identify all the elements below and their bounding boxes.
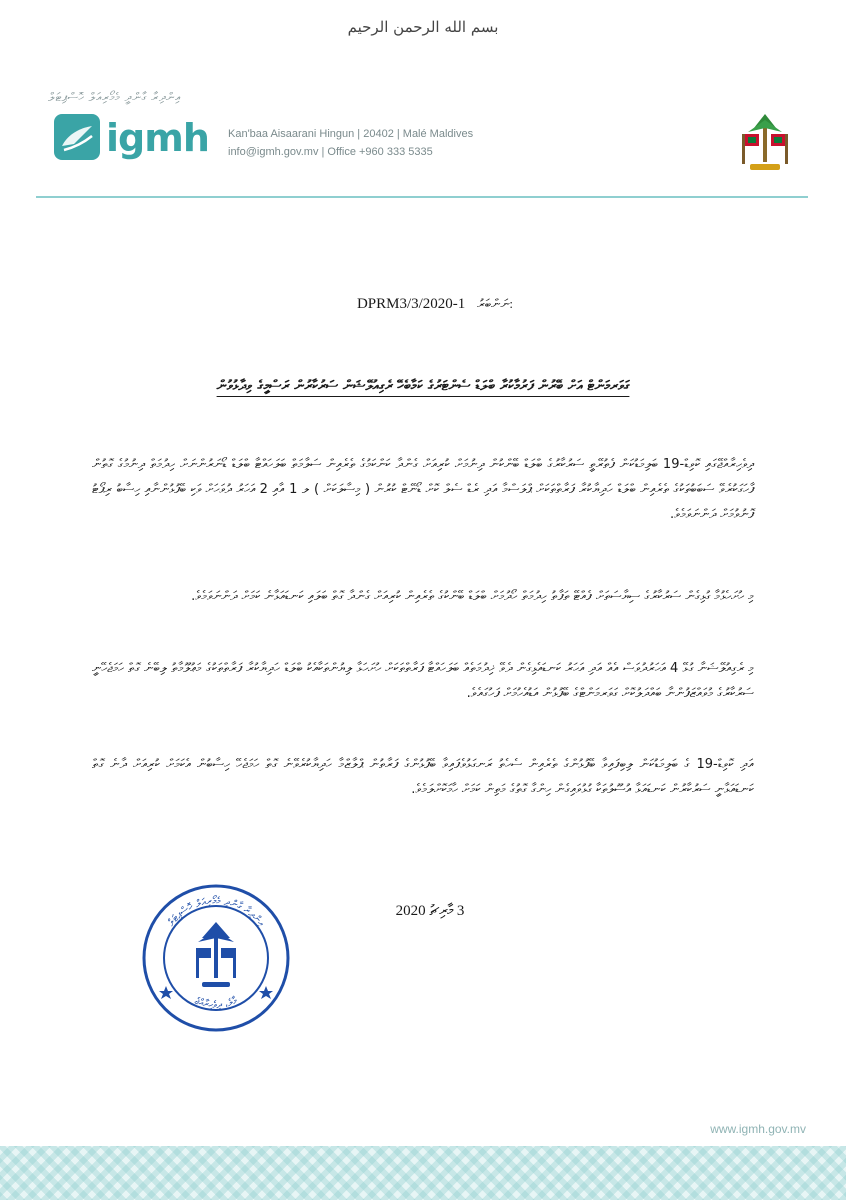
body-paragraph-3: މި ރެގިއުލޭޝަނާ ގުޅޭ 4 އަހަރުދުވަސް އެއް އަދި އަހަރު ކަނޑައެޅިގެން ދެވޭ ޚިދުމަތެއް ބަލަހައްޓާ ފަރާތްތަކަށް ހުށަހަޅާ ލިޔުންތަކާއެކު ބްލަޑް ހަދިޔާކުރާ ފަރާތްތަކުގެ މަޢުލޫމާތު ލިބޭނެ ގޮތް ހަމަޖެހޭނީ ސަރުކާރުގެ މުވައްޒަފުންނާ ބައްދަލުކޮށް ގަވަރމަންޓްގެ ބޭފުޅުން އަޑުއެހުމަށް ފަހުގައެވެ.: [92, 661, 754, 701]
svg-text:މާލެ، ދިވެހިރާއްޖެ: [193, 995, 240, 1011]
institute-name-thaana: އިންދިރާ ގާންދީ މެމޯރިއަލް ހޮސްޕިޓަލް: [48, 90, 181, 104]
letter-title: ގަވަރމަންޓް އަށް ބޭރުން ފަރުމާކުރާ ބްލަޑް ސެންޓަރުގެ ކަމާބެހޭ ރެގިއުލޭޝަން ސަރުކާރުން ރަސްމީގެ ވިދާޅުވުން: [216, 378, 630, 394]
maldives-state-emblem-icon: [736, 106, 794, 178]
address-line: Kan'baa Aisaarani Hingun | 20402 | Malé Maldives: [228, 128, 474, 140]
header-divider: [36, 196, 808, 198]
reference-label: ނަންބަރު:: [477, 296, 514, 311]
igmh-hand-logo-icon: [54, 114, 100, 160]
reference-number: DPRM3/3/2020-1: [356, 296, 466, 312]
contact-line: info@igmh.gov.mv | Office +960 333 5335: [228, 146, 433, 158]
body-paragraph-1: ދިވެހިރާއްޖޭގައި ކޮވިޑް-19 ބަލިމަޑުކަން ފެތުރޭތީ ސަރުކާރުގެ ބްލަޑް ބޭންކުން ދިނުމަށް ކުރިއަށް ގެންދާ ކަންކަމުގެ ތެރެއިން ސަލާމަތް ބަލަހައްޓާ ބްލަޑް ޑޯނަރުންނަށް ހިދުމަތް ދިނުމުގެ ގޮތުން ފާހަގަކުރެވޭ ސަބަބުތަކުގެ ތެރެއިން ބްލަޑް ހަދިޔާކުރާ ފަރާތްތަކަށް ޕްލަސްމާ އަދި ރެޑް ސެލް ކޮށް ޑޯނޭޓް ކުރުން ( މިސާލަކަށް ) ލ 1 އާއި 2 އަހަރު ދުވަހަށް ވަކި ބޭފުޅުންނާއި ހިސާބު ރިޕޯޓު ފޮނުވުމަށް ދަންނަވަމެވެ.: [92, 457, 755, 522]
seal-bottom-text: މާލެ، ދިވެހިރާއްޖެ: [192, 995, 240, 1012]
letter-date: 3 މާރިޗު 2020: [395, 903, 465, 919]
bismillah-heading: بسم الله الرحمن الرحيم: [347, 18, 499, 36]
official-seal-stamp: [140, 882, 292, 1034]
body-paragraph-4: އަދި ކޮވިޑް-19 ގެ ބަލިމަޑުކަން ލިބިފައިވާ ބޭފުޅުންގެ ތެރެއިން ސެހެތު ރަނގަޅުވެފައިވާ ބޭފުޅުންގެ ފަރާތުން ޕްލާޒްމާ ހަދިޔާކުރެވޭނެ ގޮތް ހަމަޖެހޭ ހިސާބުން އެކަމަށް ކުރިއަށް ދާނެ ގޮތް ކަނޑައަޅާނީ ސަރުކާރުން ކަނޑައަޅާ އުސޫލުތަކާ ގުޅުވައިގެން ހިންގާ ގޮތުގެ މަތިން ކަމަށް ހާމަކޮށްލަމެވެ.: [92, 757, 754, 797]
footer-pattern-band: [0, 1146, 846, 1200]
body-paragraph-2: މި ހުށަހެޅުމާ ގުޅިގެން ސަރުކާރުގެ ސިޔާސަތަށް ފެއްޓޭ ތަފާތު ހިދުމަތް ހޯދުމަށް ބްލަޑް ބޭންކުގެ ތެރެއިން ކުރިއަށް ގެންދާ ގޮތް ބަލައި ކަނޑައަޅާނެ ކަމަށް ދަންނަވަމެވެ.: [191, 589, 754, 604]
reference-line: [200, 296, 670, 313]
footer-website: www.igmh.gov.mv: [710, 1122, 806, 1136]
seal-palm-emblem-icon: [196, 922, 236, 987]
seal-top-text: އިންދިރާ ގާންދީ މެމޯރިއަލް ހޮސްޕިޓަލް: [165, 895, 267, 929]
igmh-logo-text: igmh: [106, 116, 209, 160]
letterhead: [0, 80, 846, 210]
